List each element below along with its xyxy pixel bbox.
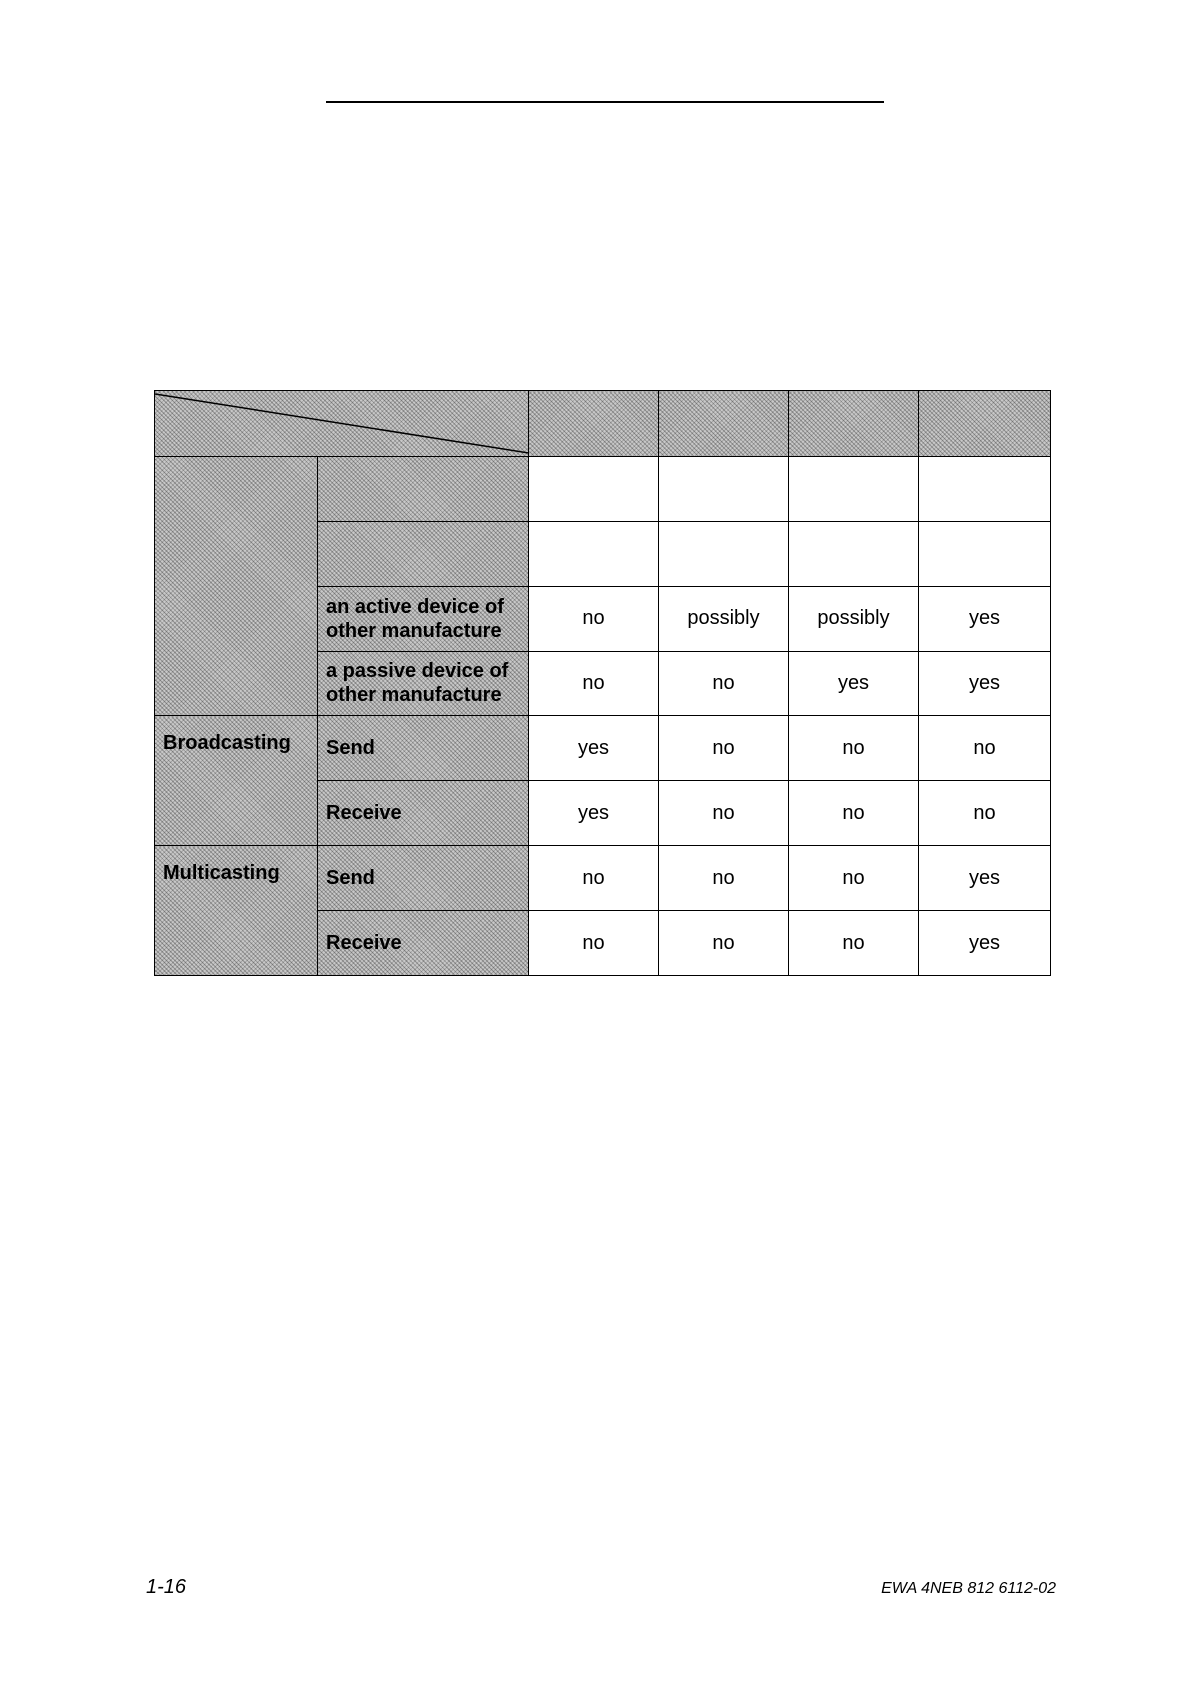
header-row	[155, 391, 1051, 457]
row-label-blank-1	[318, 456, 529, 521]
table-cell: yes	[919, 911, 1051, 976]
table-cell: no	[659, 846, 789, 911]
column-header-3	[789, 391, 919, 457]
column-header-1	[529, 391, 659, 457]
table-cell: no	[529, 586, 659, 651]
table-cell: yes	[789, 651, 919, 716]
table-cell: no	[529, 846, 659, 911]
group-label-multicasting: Multicasting	[155, 846, 318, 976]
column-header-4	[919, 391, 1051, 457]
table-cell: no	[529, 911, 659, 976]
table-cell: yes	[529, 781, 659, 846]
table-cell: yes	[529, 716, 659, 781]
table-cell: yes	[919, 586, 1051, 651]
table-cell: possibly	[789, 586, 919, 651]
table-cell: no	[659, 781, 789, 846]
document-id: EWA 4NEB 812 6112-02	[881, 1580, 1056, 1597]
group-label-broadcasting: Broadcasting	[155, 716, 318, 846]
table-cell: no	[789, 911, 919, 976]
table-cell	[919, 456, 1051, 521]
table-cell: no	[789, 846, 919, 911]
row-label-receive: Receive	[318, 781, 529, 846]
table-row	[155, 456, 1051, 521]
compatibility-table-container	[154, 390, 1050, 976]
table-cell	[659, 456, 789, 521]
table-cell	[529, 456, 659, 521]
table-cell	[789, 521, 919, 586]
row-label-send: Send	[318, 846, 529, 911]
table-cell	[919, 521, 1051, 586]
row-label-receive: Receive	[318, 911, 529, 976]
table-cell	[789, 456, 919, 521]
table-row-broadcasting-send	[155, 716, 1051, 781]
table-cell: no	[529, 651, 659, 716]
page-number: 1-16	[146, 1576, 187, 1598]
table-cell: no	[919, 716, 1051, 781]
row-label-line: an active device of	[326, 595, 504, 618]
row-label-line: other manufacture	[326, 619, 502, 642]
table-cell: no	[659, 911, 789, 976]
table-cell: yes	[919, 651, 1051, 716]
table-cell	[659, 521, 789, 586]
row-group-label-blank	[155, 456, 318, 716]
table-cell: no	[789, 716, 919, 781]
diagonal-divider	[155, 391, 528, 456]
top-rule	[326, 101, 884, 103]
row-label-active-device	[318, 586, 529, 651]
table-cell: no	[659, 716, 789, 781]
table-cell: no	[789, 781, 919, 846]
diagonal-header-cell	[155, 391, 529, 457]
row-label-send: Send	[318, 716, 529, 781]
table-row-multicasting-send	[155, 846, 1051, 911]
row-label-blank-2	[318, 521, 529, 586]
table-cell	[529, 521, 659, 586]
table-cell: yes	[919, 846, 1051, 911]
compatibility-table	[154, 390, 1051, 976]
row-label-passive-device	[318, 651, 529, 716]
column-header-2	[659, 391, 789, 457]
table-cell: no	[659, 651, 789, 716]
table-cell: no	[919, 781, 1051, 846]
table-cell: possibly	[659, 586, 789, 651]
row-label-line: a passive device of	[326, 660, 509, 683]
row-label-line: other manufacture	[326, 684, 502, 707]
